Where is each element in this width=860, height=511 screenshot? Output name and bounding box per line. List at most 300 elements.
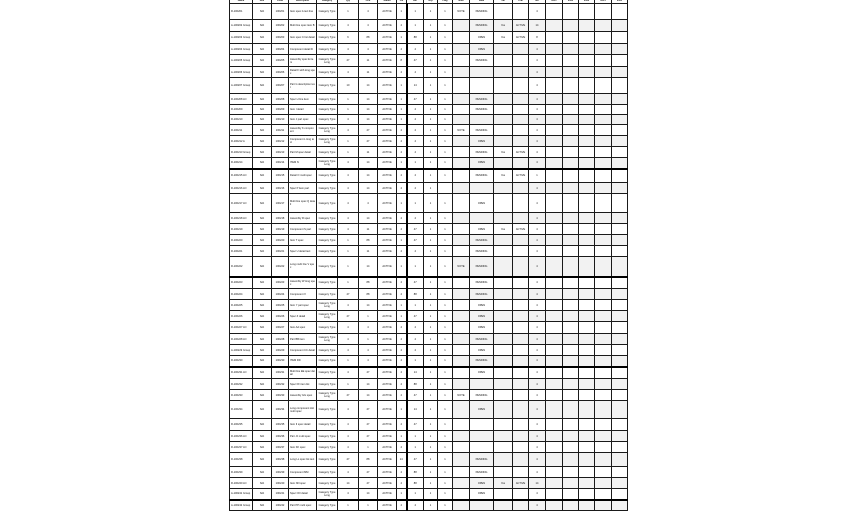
- table-cell[interactable]: 1: [438, 453, 453, 467]
- table-cell[interactable]: N/A: [253, 169, 272, 183]
- table-cell[interactable]: R-100225: [230, 300, 253, 311]
- table-cell[interactable]: 100237: [272, 442, 289, 453]
- table-cell[interactable]: 4: [529, 345, 546, 356]
- table-cell[interactable]: N/A: [253, 356, 272, 367]
- table-cell[interactable]: 1: [424, 431, 438, 442]
- table-cell[interactable]: 47: [407, 419, 424, 431]
- table-row[interactable]: [230, 431, 628, 442]
- table-cell[interactable]: [563, 32, 579, 44]
- table-cell[interactable]: [546, 453, 563, 467]
- table-cell[interactable]: 47: [338, 311, 359, 322]
- table-cell[interactable]: Category Type: [317, 67, 338, 78]
- table-cell[interactable]: R-100238: [230, 453, 253, 467]
- table-cell[interactable]: N/A: [253, 94, 272, 105]
- table-cell[interactable]: [612, 379, 628, 390]
- table-cell[interactable]: A-100204 Group: [230, 44, 253, 55]
- table-cell[interactable]: [546, 20, 563, 32]
- table-cell[interactable]: 1: [438, 419, 453, 431]
- table-cell[interactable]: R-100232: [230, 379, 253, 390]
- table-cell[interactable]: [612, 453, 628, 467]
- table-cell[interactable]: R-100220: [230, 235, 253, 246]
- table-cell[interactable]: Category Type: [317, 500, 338, 511]
- table-cell[interactable]: 4: [529, 105, 546, 115]
- table-cell[interactable]: 1: [424, 169, 438, 183]
- table-row[interactable]: [230, 183, 628, 194]
- table-cell[interactable]: 4: [397, 500, 407, 511]
- table-cell[interactable]: ITEM DD: [289, 356, 317, 367]
- table-cell[interactable]: [579, 158, 595, 169]
- table-cell[interactable]: ACTIVE: [378, 257, 397, 277]
- table-cell[interactable]: 1: [407, 356, 424, 367]
- table-cell[interactable]: [579, 289, 595, 300]
- table-cell[interactable]: 1: [424, 367, 438, 379]
- table-cell[interactable]: [595, 289, 612, 300]
- table-cell[interactable]: [546, 442, 563, 453]
- table-cell[interactable]: [546, 246, 563, 257]
- table-cell[interactable]: 4: [359, 4, 378, 20]
- table-cell[interactable]: 1: [438, 431, 453, 442]
- table-cell[interactable]: Category Type: [317, 105, 338, 115]
- table-cell[interactable]: 14: [397, 453, 407, 467]
- table-cell[interactable]: [579, 115, 595, 125]
- table-cell[interactable]: [453, 356, 470, 367]
- table-cell[interactable]: PENDING: [470, 169, 494, 183]
- table-cell[interactable]: ACTIVE: [378, 105, 397, 115]
- table-cell[interactable]: [494, 311, 513, 322]
- table-cell[interactable]: [513, 379, 529, 390]
- table-cell[interactable]: ACTIVE: [378, 379, 397, 390]
- table-cell[interactable]: 4: [397, 246, 407, 257]
- table-cell[interactable]: [470, 379, 494, 390]
- table-cell[interactable]: 1: [424, 136, 438, 147]
- table-cell[interactable]: [513, 55, 529, 67]
- table-cell[interactable]: [595, 401, 612, 419]
- table-cell[interactable]: Spec U detail text: [289, 246, 317, 257]
- table-cell[interactable]: 88: [359, 277, 378, 289]
- table-cell[interactable]: [595, 453, 612, 467]
- table-cell[interactable]: 1: [338, 277, 359, 289]
- table-cell[interactable]: [513, 44, 529, 55]
- table-cell[interactable]: 1: [424, 300, 438, 311]
- table-cell[interactable]: [453, 105, 470, 115]
- table-cell[interactable]: N/A: [253, 419, 272, 431]
- table-cell[interactable]: [563, 401, 579, 419]
- table-cell[interactable]: 1: [397, 257, 407, 277]
- table-cell[interactable]: 88: [407, 32, 424, 44]
- table-cell[interactable]: N/A: [253, 390, 272, 401]
- table-cell[interactable]: 4: [529, 115, 546, 125]
- table-cell[interactable]: 47: [359, 431, 378, 442]
- table-cell[interactable]: Category Type: [317, 44, 338, 55]
- table-cell[interactable]: N/A: [253, 334, 272, 345]
- table-cell[interactable]: [513, 125, 529, 136]
- table-cell[interactable]: [563, 125, 579, 136]
- table-cell[interactable]: ACTIVE: [378, 78, 397, 94]
- table-cell[interactable]: Part BB item: [289, 334, 317, 345]
- table-cell[interactable]: Component X: [289, 289, 317, 300]
- table-cell[interactable]: [494, 453, 513, 467]
- table-cell[interactable]: [595, 442, 612, 453]
- table-cell[interactable]: 4: [359, 20, 378, 32]
- table-cell[interactable]: 1: [438, 147, 453, 158]
- table-cell[interactable]: [612, 367, 628, 379]
- table-cell[interactable]: 1: [424, 257, 438, 277]
- table-cell[interactable]: [579, 379, 595, 390]
- table-cell[interactable]: 1: [438, 194, 453, 213]
- table-cell[interactable]: Category Type Long: [317, 125, 338, 136]
- table-cell[interactable]: PENDING: [470, 4, 494, 20]
- table-cell[interactable]: OPEN: [470, 401, 494, 419]
- table-cell[interactable]: OPEN: [470, 322, 494, 334]
- table-cell[interactable]: 1: [397, 94, 407, 105]
- table-cell[interactable]: [453, 431, 470, 442]
- table-cell[interactable]: Category Type: [317, 224, 338, 235]
- table-cell[interactable]: [579, 194, 595, 213]
- table-cell[interactable]: Category Type: [317, 169, 338, 183]
- table-cell[interactable]: NOTE: [453, 4, 470, 20]
- table-cell[interactable]: [513, 257, 529, 277]
- table-cell[interactable]: 1: [407, 489, 424, 500]
- table-cell[interactable]: Item NN spec: [289, 478, 317, 489]
- table-cell[interactable]: [546, 213, 563, 224]
- table-cell[interactable]: 1: [438, 94, 453, 105]
- column-header[interactable]: Lvl: [397, 0, 407, 4]
- table-row[interactable]: [230, 44, 628, 55]
- table-cell[interactable]: [453, 44, 470, 55]
- table-cell[interactable]: [563, 44, 579, 55]
- table-cell[interactable]: ACTIVE: [513, 224, 529, 235]
- table-cell[interactable]: [546, 311, 563, 322]
- table-cell[interactable]: Category Type: [317, 213, 338, 224]
- column-header[interactable]: Rev: [253, 0, 272, 4]
- table-cell[interactable]: [453, 194, 470, 213]
- table-cell[interactable]: [546, 322, 563, 334]
- table-cell[interactable]: 100203: [272, 32, 289, 44]
- table-cell[interactable]: 1: [438, 311, 453, 322]
- table-cell[interactable]: 14: [359, 158, 378, 169]
- table-cell[interactable]: Category Type: [317, 401, 338, 419]
- table-cell[interactable]: R-100208 LN: [230, 94, 253, 105]
- table-cell[interactable]: [579, 257, 595, 277]
- table-cell[interactable]: 1: [397, 300, 407, 311]
- table-cell[interactable]: [563, 322, 579, 334]
- table-cell[interactable]: 4: [338, 489, 359, 500]
- table-cell[interactable]: [453, 147, 470, 158]
- table-row[interactable]: [230, 32, 628, 44]
- table-cell[interactable]: [494, 345, 513, 356]
- table-cell[interactable]: 47: [407, 311, 424, 322]
- table-row[interactable]: [230, 379, 628, 390]
- table-cell[interactable]: 1: [438, 356, 453, 367]
- table-cell[interactable]: N/A: [253, 500, 272, 511]
- table-cell[interactable]: R-100217 LN: [230, 194, 253, 213]
- table-cell[interactable]: 4: [529, 55, 546, 67]
- table-cell[interactable]: ACTIVE: [513, 147, 529, 158]
- table-cell[interactable]: 4: [397, 125, 407, 136]
- table-cell[interactable]: ACTIVE: [378, 277, 397, 289]
- table-cell[interactable]: 88: [407, 478, 424, 489]
- table-cell[interactable]: N/A: [253, 105, 272, 115]
- table-cell[interactable]: ITEM N: [289, 158, 317, 169]
- table-row[interactable]: [230, 500, 628, 511]
- table-cell[interactable]: 1: [424, 277, 438, 289]
- table-cell[interactable]: 1: [397, 401, 407, 419]
- table-cell[interactable]: [513, 453, 529, 467]
- table-cell[interactable]: [579, 489, 595, 500]
- table-cell[interactable]: [513, 442, 529, 453]
- table-cell[interactable]: [453, 453, 470, 467]
- table-cell[interactable]: 88: [407, 467, 424, 478]
- table-cell[interactable]: ACTIVE: [378, 300, 397, 311]
- table-cell[interactable]: ACTIVE: [378, 334, 397, 345]
- table-cell[interactable]: [470, 213, 494, 224]
- table-cell[interactable]: [494, 467, 513, 478]
- table-cell[interactable]: [612, 500, 628, 511]
- table-cell[interactable]: 100209: [272, 105, 289, 115]
- table-cell[interactable]: [563, 183, 579, 194]
- table-row[interactable]: [230, 125, 628, 136]
- table-cell[interactable]: R-100227 LN: [230, 322, 253, 334]
- table-cell[interactable]: Item I detail: [289, 105, 317, 115]
- table-cell[interactable]: N/A: [253, 257, 272, 277]
- table-cell[interactable]: ACTIVE: [378, 345, 397, 356]
- table-cell[interactable]: ACTIVE: [378, 419, 397, 431]
- table-cell[interactable]: 14: [359, 78, 378, 94]
- table-cell[interactable]: R-100226: [230, 311, 253, 322]
- table-row[interactable]: [230, 224, 628, 235]
- table-cell[interactable]: 4: [397, 136, 407, 147]
- table-cell[interactable]: 1: [397, 4, 407, 20]
- table-cell[interactable]: 4: [529, 311, 546, 322]
- table-cell[interactable]: [453, 183, 470, 194]
- table-cell[interactable]: [546, 44, 563, 55]
- table-cell[interactable]: [612, 257, 628, 277]
- table-cell[interactable]: 4: [529, 125, 546, 136]
- table-cell[interactable]: 1: [438, 289, 453, 300]
- table-cell[interactable]: 14: [359, 169, 378, 183]
- table-cell[interactable]: 100206: [272, 67, 289, 78]
- table-cell[interactable]: 88: [359, 453, 378, 467]
- table-cell[interactable]: 1: [359, 311, 378, 322]
- table-cell[interactable]: 1: [397, 115, 407, 125]
- table-cell[interactable]: 4: [529, 453, 546, 467]
- table-cell[interactable]: [579, 334, 595, 345]
- table-cell[interactable]: [470, 442, 494, 453]
- table-cell[interactable]: ACTIVE: [513, 169, 529, 183]
- table-cell[interactable]: N/A: [253, 289, 272, 300]
- table-cell[interactable]: Category Type: [317, 115, 338, 125]
- table-cell[interactable]: 1: [424, 289, 438, 300]
- table-cell[interactable]: [494, 367, 513, 379]
- table-cell[interactable]: 4: [407, 67, 424, 78]
- table-cell[interactable]: [612, 147, 628, 158]
- table-cell[interactable]: [579, 147, 595, 158]
- table-cell[interactable]: 1: [338, 147, 359, 158]
- table-cell[interactable]: OPEN: [470, 136, 494, 147]
- table-cell[interactable]: ACTIVE: [378, 125, 397, 136]
- table-cell[interactable]: [612, 78, 628, 94]
- table-cell[interactable]: [595, 431, 612, 442]
- table-cell[interactable]: 4: [529, 4, 546, 20]
- table-cell[interactable]: [494, 390, 513, 401]
- table-cell[interactable]: [513, 4, 529, 20]
- table-cell[interactable]: [579, 431, 595, 442]
- table-cell[interactable]: 6: [338, 32, 359, 44]
- table-cell[interactable]: 4: [338, 322, 359, 334]
- table-cell[interactable]: [546, 94, 563, 105]
- table-cell[interactable]: [513, 419, 529, 431]
- table-cell[interactable]: [513, 194, 529, 213]
- table-cell[interactable]: 1: [424, 78, 438, 94]
- table-cell[interactable]: ACTIVE: [378, 4, 397, 20]
- table-cell[interactable]: [546, 345, 563, 356]
- table-cell[interactable]: 1: [407, 158, 424, 169]
- table-cell[interactable]: 100239: [272, 467, 289, 478]
- table-cell[interactable]: ACTIVE: [513, 32, 529, 44]
- table-cell[interactable]: [513, 401, 529, 419]
- table-cell[interactable]: 100205: [272, 55, 289, 67]
- table-cell[interactable]: 100216: [272, 183, 289, 194]
- table-row[interactable]: [230, 4, 628, 20]
- table-cell[interactable]: 14: [407, 78, 424, 94]
- table-cell[interactable]: OPEN: [470, 224, 494, 235]
- table-cell[interactable]: [595, 311, 612, 322]
- table-cell[interactable]: [513, 115, 529, 125]
- table-cell[interactable]: [595, 224, 612, 235]
- table-cell[interactable]: Category Type: [317, 431, 338, 442]
- table-cell[interactable]: 1: [424, 453, 438, 467]
- table-cell[interactable]: [494, 289, 513, 300]
- table-cell[interactable]: R-100230: [230, 356, 253, 367]
- table-cell[interactable]: [612, 125, 628, 136]
- table-cell[interactable]: 1: [438, 322, 453, 334]
- table-row[interactable]: [230, 67, 628, 78]
- table-cell[interactable]: 1: [438, 78, 453, 94]
- table-cell[interactable]: Long component HH multi spec: [289, 401, 317, 419]
- table-cell[interactable]: [612, 194, 628, 213]
- table-cell[interactable]: ACTIVE: [378, 367, 397, 379]
- table-cell[interactable]: 1: [424, 478, 438, 489]
- table-cell[interactable]: 4: [338, 345, 359, 356]
- table-cell[interactable]: N/A: [253, 467, 272, 478]
- table-cell[interactable]: [453, 345, 470, 356]
- table-cell[interactable]: 4: [529, 78, 546, 94]
- table-cell[interactable]: [579, 300, 595, 311]
- table-cell[interactable]: [453, 334, 470, 345]
- table-cell[interactable]: [470, 67, 494, 78]
- table-cell[interactable]: 100241: [272, 489, 289, 500]
- table-cell[interactable]: [579, 246, 595, 257]
- table-cell[interactable]: R-100235: [230, 419, 253, 431]
- table-cell[interactable]: [513, 213, 529, 224]
- table-cell[interactable]: 4: [338, 158, 359, 169]
- table-cell[interactable]: 4: [397, 345, 407, 356]
- table-cell[interactable]: R-100222: [230, 257, 253, 277]
- table-cell[interactable]: [494, 115, 513, 125]
- table-cell[interactable]: [453, 213, 470, 224]
- table-cell[interactable]: [595, 419, 612, 431]
- table-cell[interactable]: [612, 489, 628, 500]
- table-cell[interactable]: 100233: [272, 390, 289, 401]
- table-cell[interactable]: Assembly K component: [289, 125, 317, 136]
- table-cell[interactable]: [563, 431, 579, 442]
- table-cell[interactable]: 1: [338, 4, 359, 20]
- table-cell[interactable]: 1: [407, 300, 424, 311]
- table-cell[interactable]: OPEN: [470, 311, 494, 322]
- table-cell[interactable]: [595, 115, 612, 125]
- table-cell[interactable]: 1: [407, 194, 424, 213]
- table-cell[interactable]: [595, 345, 612, 356]
- table-cell[interactable]: [513, 467, 529, 478]
- table-cell[interactable]: 1: [438, 105, 453, 115]
- table-cell[interactable]: R-100215 LN: [230, 169, 253, 183]
- table-cell[interactable]: A-100241 Group: [230, 489, 253, 500]
- table-cell[interactable]: ACTIVE: [378, 20, 397, 32]
- table-row[interactable]: [230, 467, 628, 478]
- table-cell[interactable]: ACTIVE: [378, 453, 397, 467]
- table-cell[interactable]: 1: [407, 20, 424, 32]
- table-cell[interactable]: [595, 379, 612, 390]
- table-cell[interactable]: [579, 500, 595, 511]
- table-cell[interactable]: [579, 136, 595, 147]
- table-cell[interactable]: [595, 467, 612, 478]
- table-cell[interactable]: 100219: [272, 224, 289, 235]
- table-cell[interactable]: Item AA spec: [289, 322, 317, 334]
- table-cell[interactable]: 1: [338, 246, 359, 257]
- table-cell[interactable]: [546, 183, 563, 194]
- table-cell[interactable]: ACTIVE: [378, 442, 397, 453]
- table-cell[interactable]: 100201: [272, 4, 289, 20]
- table-cell[interactable]: [563, 246, 579, 257]
- table-cell[interactable]: 100212: [272, 136, 289, 147]
- table-cell[interactable]: 4: [338, 334, 359, 345]
- table-cell[interactable]: Category Type Long: [317, 334, 338, 345]
- table-cell[interactable]: [612, 4, 628, 20]
- table-cell[interactable]: Category Type: [317, 322, 338, 334]
- table-cell[interactable]: [612, 224, 628, 235]
- table-cell[interactable]: [494, 500, 513, 511]
- table-cell[interactable]: ACTIVE: [378, 356, 397, 367]
- table-cell[interactable]: 4: [338, 194, 359, 213]
- table-cell[interactable]: [470, 115, 494, 125]
- table-cell[interactable]: Category Type Long: [317, 300, 338, 311]
- table-cell[interactable]: A-100203 Group: [230, 32, 253, 44]
- table-cell[interactable]: [595, 94, 612, 105]
- table-cell[interactable]: Multi line spec Q detail: [289, 194, 317, 213]
- column-header[interactable]: Name: [230, 0, 253, 4]
- table-cell[interactable]: 1: [338, 136, 359, 147]
- table-cell[interactable]: 100217: [272, 194, 289, 213]
- table-cell[interactable]: Long multi line V spec: [289, 257, 317, 277]
- table-cell[interactable]: ACTIVE: [378, 224, 397, 235]
- table-cell[interactable]: Yes: [494, 20, 513, 32]
- table-cell[interactable]: 4: [397, 44, 407, 55]
- table-cell[interactable]: [612, 115, 628, 125]
- table-cell[interactable]: Multi line EE spec detail: [289, 367, 317, 379]
- table-cell[interactable]: [612, 442, 628, 453]
- table-row[interactable]: [230, 367, 628, 379]
- table-cell[interactable]: PENDING: [470, 125, 494, 136]
- table-row[interactable]: [230, 322, 628, 334]
- table-cell[interactable]: 11: [359, 67, 378, 78]
- table-cell[interactable]: [579, 367, 595, 379]
- table-cell[interactable]: [595, 500, 612, 511]
- table-cell[interactable]: 1: [438, 478, 453, 489]
- table-row[interactable]: [230, 194, 628, 213]
- table-cell[interactable]: 100210: [272, 115, 289, 125]
- table-cell[interactable]: 4: [338, 442, 359, 453]
- table-cell[interactable]: Assembly spec E item: [289, 55, 317, 67]
